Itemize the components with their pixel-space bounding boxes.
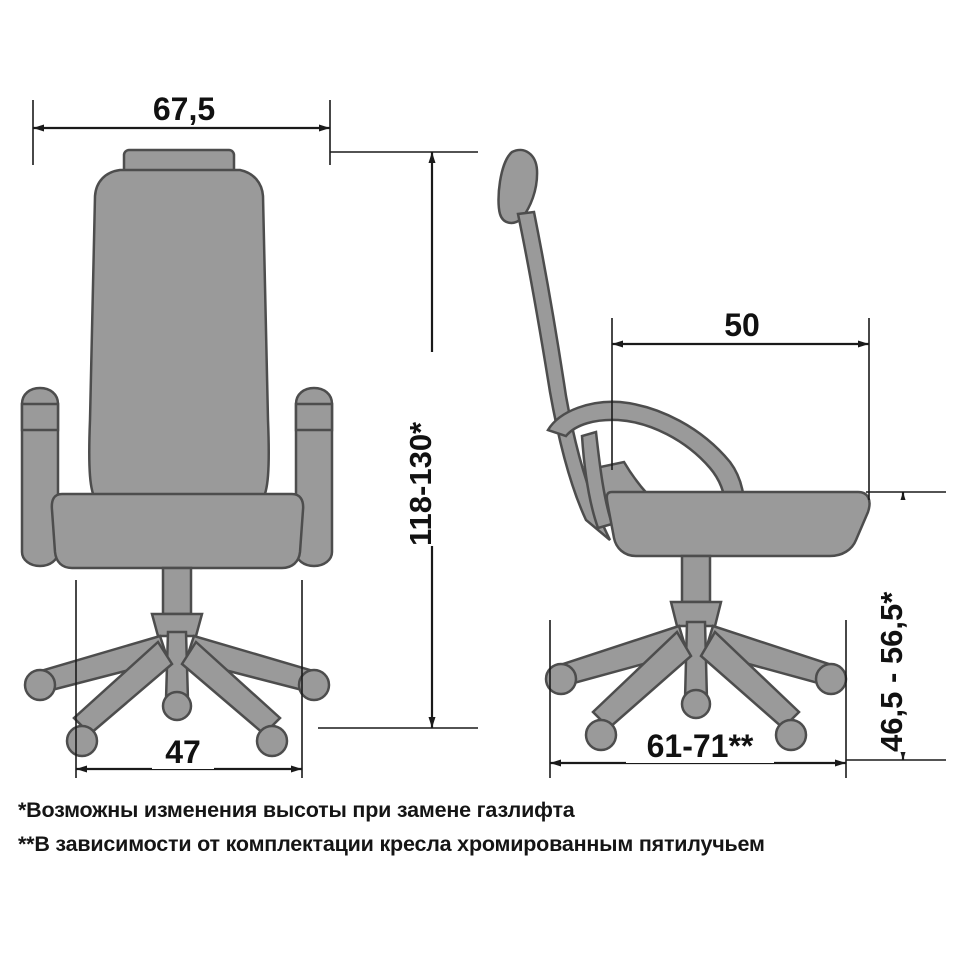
footnote-gaslift: *Возможны изменения высоты при замене газлифта	[18, 798, 575, 822]
dim-side-seat-height-label: 46,5 - 56,5*	[874, 591, 909, 752]
footnotes	[18, 800, 958, 855]
dim-front-height-label: 118-130*	[403, 421, 438, 546]
dim-side-base-diameter-label: 61-71**	[646, 728, 754, 764]
dim-side-depth	[612, 307, 869, 500]
dim-side-seat-height	[846, 492, 946, 760]
dim-side-depth-label: 50	[724, 307, 760, 343]
dim-front-base-width-label: 47	[165, 734, 201, 770]
dim-front-height	[318, 152, 478, 728]
footnote-chrome-base: **В зависимости от комплектации кресла хромированным пятилучьем	[18, 831, 765, 856]
side-view-chair	[499, 150, 870, 750]
dim-front-width-label: 67,5	[152, 91, 216, 127]
front-view-chair	[22, 150, 332, 756]
